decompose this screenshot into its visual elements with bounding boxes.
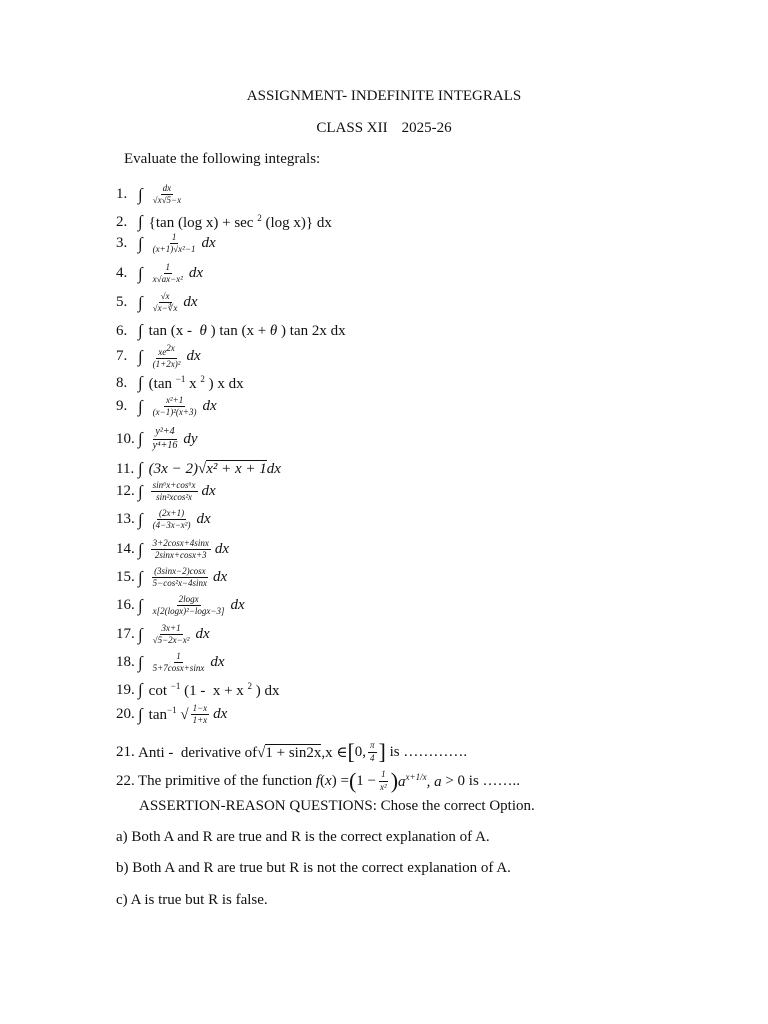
assertion-reason-heading: ASSERTION-REASON QUESTIONS: Chose the correct Option. xyxy=(139,798,535,814)
question-number: 20. xyxy=(116,706,135,723)
question-3: 3. ∫ $\frac{1}{\text{(x+1)√x²−1}}$ dx xyxy=(116,232,216,255)
class-label: CLASS XII xyxy=(316,120,388,136)
question-number: 5. xyxy=(116,294,128,311)
question-number: 10. xyxy=(116,430,135,447)
question-number: 18. xyxy=(116,654,135,671)
question-number: 17. xyxy=(116,626,135,643)
question-7: 7. ∫ $\frac{xe^{2x}}{\text{(1+2x)²}}$ dx xyxy=(116,343,201,370)
question-number: 14. xyxy=(116,541,135,558)
year-label: 2025-26 xyxy=(401,120,452,136)
question-16: 16. ∫ $\frac{2\log x}{\text{x[2(logx)²−logx−3]}}$ dx xyxy=(116,594,245,617)
question-4: 4. ∫ $\frac{1}{\text{x√ax−x²}}$ dx xyxy=(116,262,204,285)
question-20: 20. ∫ $\tan^{-1}$ √ $\frac{1-x}{1+x}$ dx xyxy=(116,703,228,726)
question-number: 12. xyxy=(116,483,135,500)
question-18: 18. ∫ $\frac{1}{5+7\cos x+\sin x}$ dx xyxy=(116,651,225,674)
option-c: c) A is true but R is false. xyxy=(116,892,268,908)
document-title xyxy=(0,88,768,105)
instructions: Evaluate the following integrals: xyxy=(124,151,321,167)
question-8: 8. ∫ (tan $^{-1}$ x $^2$ ) x dx xyxy=(116,373,244,392)
question-number: 16. xyxy=(116,597,135,614)
question-number: 9. xyxy=(116,398,128,415)
question-number: 3. xyxy=(116,235,128,252)
question-14: 14. ∫ $\frac{3+2\cos x+4\sin x}{2\sin x+\cos x+3}$ dx xyxy=(116,538,229,561)
question-number: 11. xyxy=(116,460,135,477)
question-number: 7. xyxy=(116,348,128,365)
question-10: 10. ∫ $\frac{\text{y²+4}}{\text{y⁴+16}}$ dy xyxy=(116,426,198,451)
title-text: ASSIGNMENT- INDEFINITE INTEGRALS xyxy=(246,88,522,104)
question-12: 12. ∫ $\frac{\text{sin⁶x+cos⁶x}}{\text{sin²xcos²x}}$ dx xyxy=(116,480,216,503)
question-number: 6. xyxy=(116,322,128,339)
question-21: 21. Anti - derivative of√1 + sin2x,x ∈ [ 0, $\frac{\pi}{4}$ ] is …………. xyxy=(116,739,468,764)
question-17: 17. ∫ $\frac{3x+1}{\text{√5−2x−x²}}$ dx xyxy=(116,623,210,646)
question-9: 9. ∫ $\frac{\text{x²+1}}{\text{(x−1)²(x+3)}}$ dx xyxy=(116,395,217,418)
question-6: 6. ∫ tan (x - θ ) tan (x + θ ) tan 2x dx xyxy=(116,321,346,340)
question-number: 19. xyxy=(116,681,135,698)
question-5: 5. ∫ $\frac{√x}{√x-∛x}$ dx xyxy=(116,291,198,314)
question-13: 13. ∫ $\frac{(2x+1)}{\text{(4−3x−x²)}}$ dx xyxy=(116,508,211,531)
question-number: 8. xyxy=(116,374,128,391)
question-number: 2. xyxy=(116,213,128,230)
class-line xyxy=(0,120,768,137)
option-a: a) Both A and R are true and R is the correct explanation of A. xyxy=(116,829,490,845)
question-number: 15. xyxy=(116,569,135,586)
question-11: 11. ∫ (3x − 2)√x² + x + 1dx xyxy=(116,459,281,478)
option-b: b) Both A and R are true but R is not the correct explanation of A. xyxy=(116,860,511,876)
question-number: 13. xyxy=(116,511,135,528)
question-15: 15. ∫ $\frac{(3\sin x-2)\cos x}{\text{5−cos²x−4sinx}}$ dx xyxy=(116,566,228,589)
question-1: 1. ∫ $\frac{dx}{√x√5-x}$ xyxy=(116,183,182,206)
question-19: 19. ∫ cot $^{-1}$ (1 - x + x $^2$ ) dx xyxy=(116,680,280,699)
question-number: 22. xyxy=(116,772,135,789)
question-number: 21. xyxy=(116,743,135,760)
question-number: 1. xyxy=(116,186,128,203)
question-2: 2. ∫ {tan (log x) + sec $^2$ (log x)} dx xyxy=(116,212,332,231)
question-number: 4. xyxy=(116,265,128,282)
question-22: 22. The primitive of the function f(x) = ( 1 − $\frac{1}{\text{x²}}$ ) $a^{x+1/x}$, a > 0 is …….. xyxy=(116,768,521,793)
